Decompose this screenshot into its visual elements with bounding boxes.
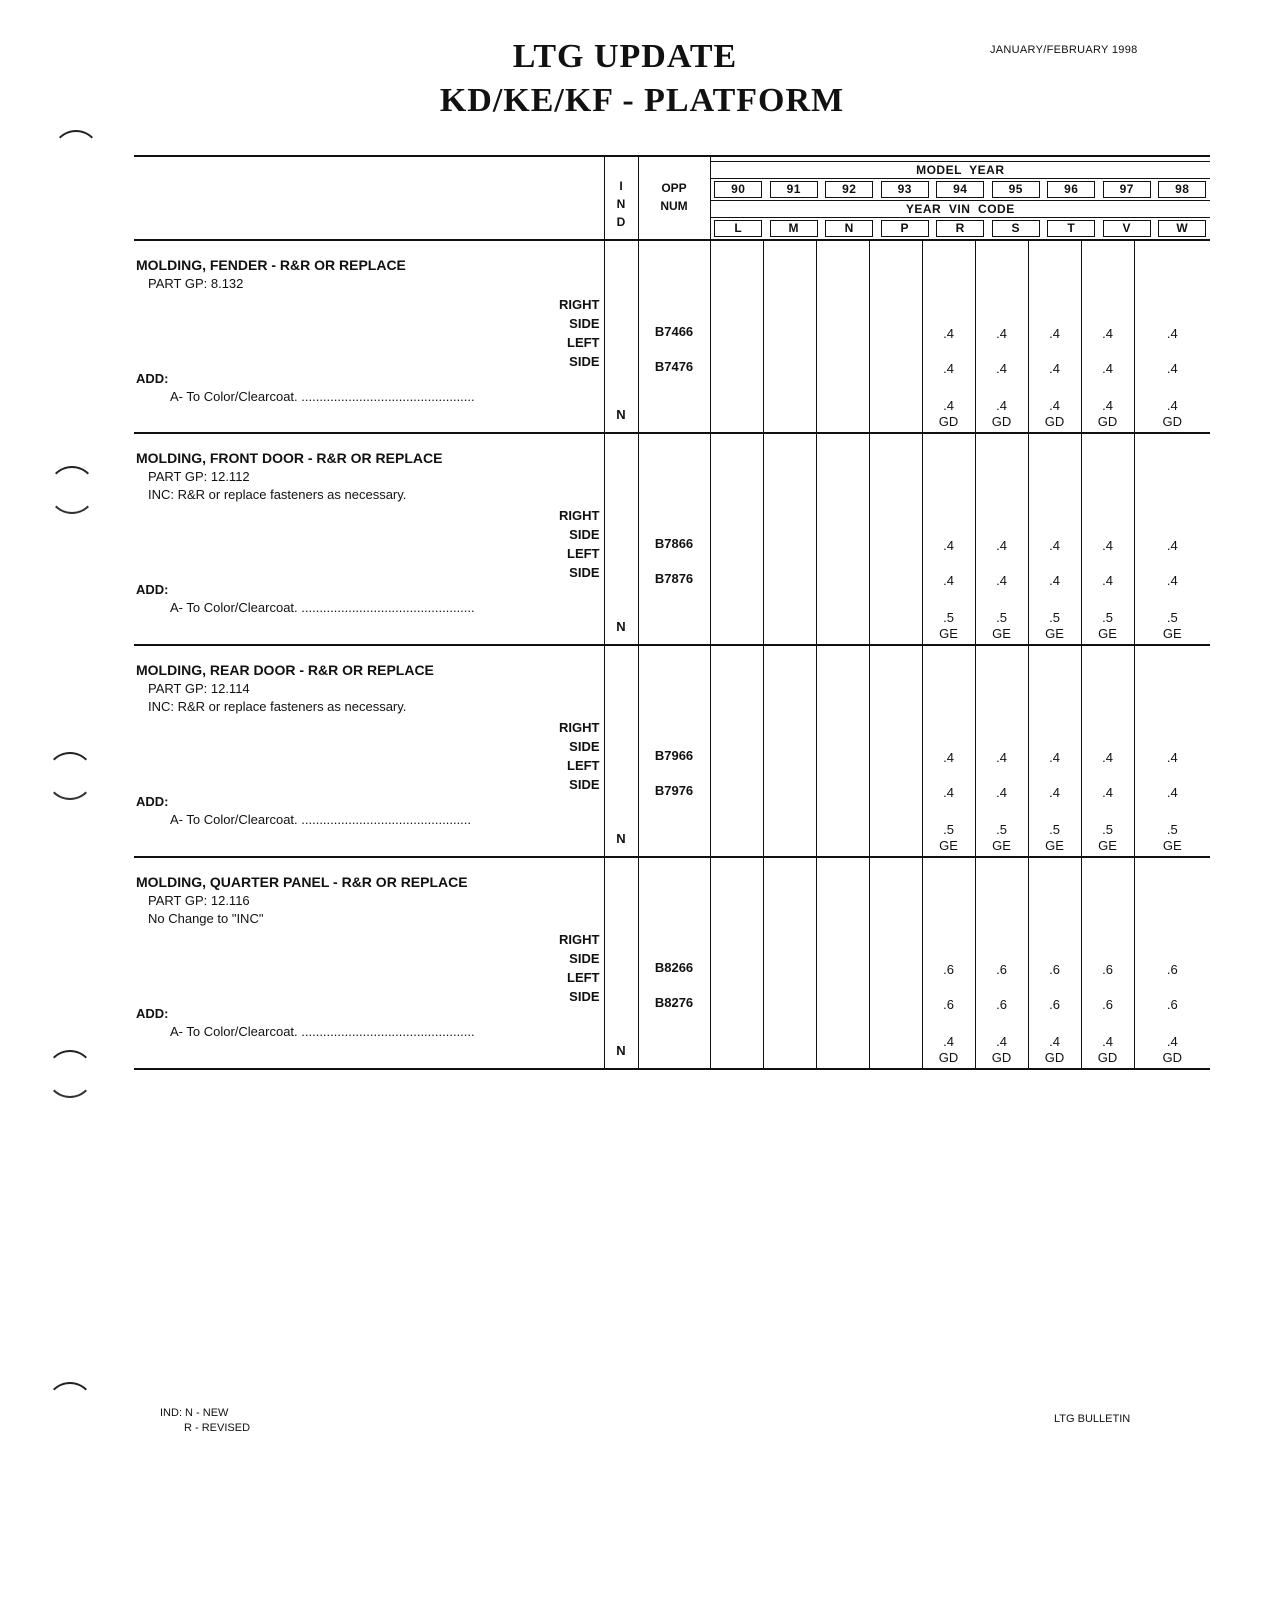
issue-date: JANUARY/FEBRUARY 1998 [990, 44, 1138, 56]
add-code: GE [939, 626, 958, 641]
left-value: .4 [943, 785, 954, 800]
add-value: .4 [1166, 398, 1178, 413]
right-value: .4 [943, 538, 954, 553]
binder-hole-4 [46, 1050, 94, 1098]
vin-code-M: M [770, 220, 818, 237]
section-detail: No Change to "INC" [148, 911, 264, 926]
vin-code-S: S [992, 220, 1040, 237]
left-value: .4 [996, 361, 1007, 376]
add-label: ADD: [136, 794, 169, 809]
add-code: GE [992, 838, 1011, 853]
bulletin-label: LTG BULLETIN [1054, 1413, 1131, 1425]
left-label-top: LEFT [567, 335, 600, 350]
right-value: .4 [943, 750, 954, 765]
add-code: GE [939, 838, 958, 853]
right-label-bottom: SIDE [569, 527, 600, 542]
left-label-top: LEFT [567, 758, 600, 773]
right-value: .4 [996, 750, 1007, 765]
left-opp-number: B7476 [654, 359, 694, 374]
section-detail: PART GP: 12.116 [148, 893, 250, 908]
right-value: .4 [1166, 326, 1178, 341]
left-value: .6 [996, 997, 1007, 1012]
year-95: 95 [992, 181, 1040, 198]
add-value: .4 [1049, 1034, 1060, 1049]
labor-time-table [134, 155, 1210, 1070]
add-value: .5 [1102, 822, 1113, 837]
left-value: .4 [1049, 573, 1060, 588]
ind-legend [160, 1406, 250, 1436]
section-title: MOLDING, FRONT DOOR - R&R OR REPLACE [136, 450, 443, 466]
right-opp-number: B7866 [654, 536, 694, 551]
add-code: GD [991, 1050, 1012, 1065]
section-title: MOLDING, QUARTER PANEL - R&R OR REPLACE [136, 874, 468, 890]
add-code: GD [1162, 414, 1183, 429]
add-item: A- To Color/Clearcoat. ................................................ [170, 1024, 475, 1039]
vin-code-P: P [881, 220, 929, 237]
right-value: .4 [1102, 538, 1113, 553]
left-label-top: LEFT [567, 546, 600, 561]
year-90: 90 [714, 181, 762, 198]
left-value: .4 [943, 361, 954, 376]
left-value: .4 [1166, 573, 1178, 588]
table-row [134, 433, 1210, 645]
add-code: GD [1044, 1050, 1065, 1065]
left-value: .4 [1166, 785, 1178, 800]
section-detail: INC: R&R or replace fasteners as necessary. [148, 699, 407, 714]
year-vin-code-label: YEAR VIN CODE [905, 202, 1015, 216]
right-value: .4 [1049, 538, 1060, 553]
page-subtitle: KD/KE/KF - PLATFORM [439, 82, 845, 119]
add-code: GE [1045, 838, 1064, 853]
add-value: .5 [1166, 822, 1178, 837]
add-value: .5 [1166, 610, 1178, 625]
right-label-top: RIGHT [559, 932, 600, 947]
add-item: A- To Color/Clearcoat. ................................................ [170, 600, 475, 615]
year-94: 94 [936, 181, 984, 198]
add-value: .5 [943, 822, 954, 837]
add-value: .5 [943, 610, 954, 625]
add-code: GE [1098, 626, 1117, 641]
add-code: GD [1097, 414, 1118, 429]
vin-code-W: W [1158, 220, 1206, 237]
opp-header: OPP [661, 181, 687, 195]
vin-code-L: L [714, 220, 762, 237]
section-detail: INC: R&R or replace fasteners as necessary. [148, 487, 407, 502]
add-item: A- To Color/Clearcoat. ............................................... [170, 812, 472, 827]
left-value: .4 [1166, 361, 1178, 376]
left-value: .4 [1049, 785, 1060, 800]
left-label-top: LEFT [567, 970, 600, 985]
vin-code-V: V [1103, 220, 1151, 237]
add-value: .4 [1049, 398, 1060, 413]
add-code: GD [1097, 1050, 1118, 1065]
year-92: 92 [825, 181, 873, 198]
left-value: .6 [943, 997, 954, 1012]
add-code: GE [1162, 626, 1182, 641]
right-value: .6 [996, 962, 1007, 977]
year-91: 91 [770, 181, 818, 198]
left-opp-number: B8276 [654, 995, 694, 1010]
right-value: .4 [1049, 750, 1060, 765]
left-label-bottom: SIDE [569, 565, 600, 580]
add-code: GE [1162, 838, 1182, 853]
binder-hole-5 [46, 1382, 94, 1430]
right-value: .6 [1102, 962, 1113, 977]
add-value: .4 [996, 398, 1007, 413]
model-year-label: MODEL YEAR [916, 163, 1005, 177]
left-value: .4 [1102, 361, 1113, 376]
legend-revised: R - REVISED [184, 1422, 251, 1434]
add-value: .4 [996, 1034, 1007, 1049]
ind-header-letter: I [619, 179, 623, 193]
section-detail: PART GP: 12.114 [148, 681, 250, 696]
left-label-bottom: SIDE [569, 989, 600, 1004]
year-97: 97 [1103, 181, 1151, 198]
add-label: ADD: [136, 1006, 169, 1021]
ind-value: N [616, 1043, 626, 1058]
left-value: .4 [943, 573, 954, 588]
section-detail: PART GP: 12.112 [148, 469, 250, 484]
ind-header-letter: N [616, 197, 626, 211]
left-value: .4 [1049, 361, 1060, 376]
left-value: .6 [1102, 997, 1113, 1012]
add-value: .5 [996, 822, 1007, 837]
vin-code-R: R [936, 220, 984, 237]
right-value: .4 [943, 326, 954, 341]
right-value: .4 [996, 326, 1007, 341]
left-label-bottom: SIDE [569, 354, 600, 369]
binder-hole-1 [52, 130, 100, 178]
left-opp-number: B7976 [654, 783, 694, 798]
table-row [134, 645, 1210, 857]
add-value: .5 [1049, 822, 1060, 837]
right-label-bottom: SIDE [569, 951, 600, 966]
section-detail: PART GP: 8.132 [148, 276, 244, 291]
right-value: .4 [996, 538, 1007, 553]
left-value: .4 [1102, 573, 1113, 588]
ind-value: N [616, 831, 626, 846]
left-value: .6 [1166, 997, 1178, 1012]
left-opp-number: B7876 [654, 571, 694, 586]
right-value: .4 [1102, 326, 1113, 341]
add-label: ADD: [136, 371, 169, 386]
add-item: A- To Color/Clearcoat. ................................................ [170, 389, 475, 404]
table-row [134, 240, 1210, 433]
opp-header: NUM [660, 199, 688, 213]
add-value: .5 [996, 610, 1007, 625]
right-value: .4 [1102, 750, 1113, 765]
add-value: .4 [1102, 398, 1113, 413]
left-value: .4 [996, 785, 1007, 800]
ind-value: N [616, 619, 626, 634]
section-title: MOLDING, REAR DOOR - R&R OR REPLACE [136, 662, 434, 678]
right-label-top: RIGHT [559, 508, 600, 523]
page-title: LTG UPDATE [512, 38, 738, 75]
add-code: GD [1044, 414, 1065, 429]
right-value: .6 [1049, 962, 1060, 977]
table-header-row [134, 156, 1210, 240]
right-label-top: RIGHT [559, 297, 600, 312]
vin-code-T: T [1047, 220, 1095, 237]
add-code: GE [1098, 838, 1117, 853]
add-value: .4 [1102, 1034, 1113, 1049]
right-value: .4 [1166, 538, 1178, 553]
right-opp-number: B7466 [654, 324, 694, 339]
year-98: 98 [1158, 181, 1206, 198]
right-label-bottom: SIDE [569, 316, 600, 331]
left-value: .6 [1049, 997, 1060, 1012]
add-code: GD [991, 414, 1012, 429]
add-code: GE [1045, 626, 1064, 641]
legend-new: IND: N - NEW [160, 1407, 229, 1419]
ind-value: N [616, 407, 626, 422]
left-value: .4 [1102, 785, 1113, 800]
add-label: ADD: [136, 582, 169, 597]
right-opp-number: B7966 [654, 748, 694, 763]
add-code: GE [992, 626, 1011, 641]
right-value: .6 [1166, 962, 1178, 977]
right-label-bottom: SIDE [569, 739, 600, 754]
add-value: .4 [1166, 1034, 1178, 1049]
add-value: .5 [1049, 610, 1060, 625]
left-value: .4 [996, 573, 1007, 588]
binder-hole-2 [48, 466, 96, 514]
right-label-top: RIGHT [559, 720, 600, 735]
add-value: .4 [943, 398, 954, 413]
right-value: .4 [1049, 326, 1060, 341]
add-code: GD [938, 1050, 959, 1065]
section-title: MOLDING, FENDER - R&R OR REPLACE [136, 257, 406, 273]
table-row [134, 857, 1210, 1069]
year-96: 96 [1047, 181, 1095, 198]
right-value: .4 [1166, 750, 1178, 765]
ind-header-letter: D [616, 215, 626, 229]
right-value: .6 [943, 962, 954, 977]
add-code: GD [1162, 1050, 1183, 1065]
year-93: 93 [881, 181, 929, 198]
add-value: .4 [943, 1034, 954, 1049]
add-value: .5 [1102, 610, 1113, 625]
vin-code-N: N [825, 220, 873, 237]
left-label-bottom: SIDE [569, 777, 600, 792]
add-code: GD [938, 414, 959, 429]
binder-hole-3 [46, 752, 94, 800]
right-opp-number: B8266 [654, 960, 694, 975]
